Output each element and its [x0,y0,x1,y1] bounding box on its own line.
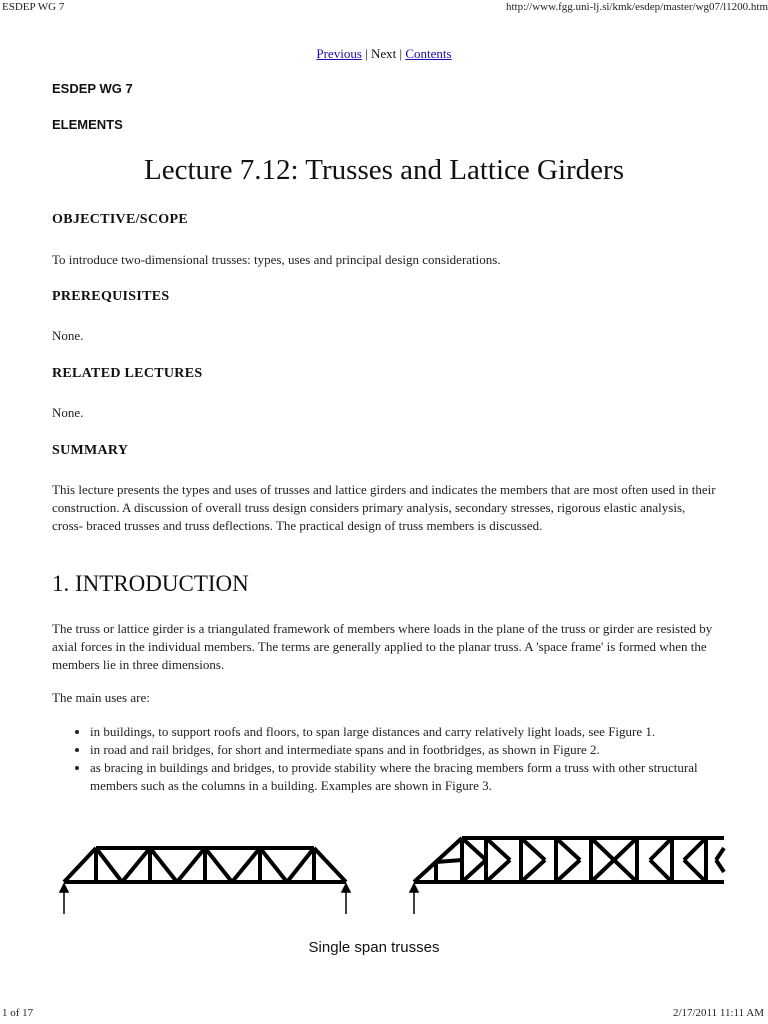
summary-heading: SUMMARY [52,443,129,458]
nav-separator: | [396,46,406,61]
main-uses-intro: The main uses are: [52,690,150,705]
summary-text: This lecture presents the types and uses of trusses and lattice girders and indicates the members that are most often used in their construction. A discussion of overall truss design considers primary analysis, secondary stresses, rigorous elastic analysis, cross- braced trusses and truss deflections. The practical design of truss members is discussed. [52,482,716,533]
related-lectures-text: None. [52,405,84,420]
contents-link[interactable]: Contents [405,46,452,61]
main-uses-list [52,723,717,795]
print-datetime: 2/17/2011 11:11 AM [672,1007,764,1019]
objective-heading: OBJECTIVE/SCOPE [52,212,188,227]
page-counter: 1 of 17 [2,1007,34,1019]
nav-separator: | [361,46,371,61]
related-lectures-heading: RELATED LECTURES [52,366,203,381]
working-group-label: ESDEP WG 7 [52,81,133,96]
lecture-navigation [0,46,768,62]
elements-label: ELEMENTS [52,117,123,132]
introduction-paragraph: The truss or lattice girder is a triangulated framework of members where loads in the plane of the truss or girder are resisted by axial forces in the individual members. The terms are generally applied to the planar truss. A 'space frame' is formed when the members lie in three dimensions. [52,621,713,672]
left-truss [64,848,346,882]
figure-caption: Single span trusses [308,939,440,956]
list-item: • in buildings, to support roofs and floors, to span large distances and carry relatively light loads, see Figure 1. [90,723,717,741]
lecture-title: Lecture 7.12: Trusses and Lattice Girders [143,154,624,186]
browser-url: http://www.fgg.uni-lj.si/kmk/esdep/master/wg07/l1200.htm [505,1,768,13]
prerequisites-heading: PREREQUISITES [52,289,170,304]
right-support [410,884,418,914]
list-item: • in road and rail bridges, for short and intermediate spans and in footbridges, as shown in Figure 2. [90,741,717,759]
prerequisites-text: None. [52,328,84,343]
objective-text: To introduce two-dimensional trusses: types, uses and principal design considerations. [52,252,501,267]
left-supports [60,884,350,914]
next-label: Next [370,46,397,61]
previous-link[interactable]: Previous [316,46,362,61]
list-item: • as bracing in buildings and bridges, to provide stability where the bracing members form a truss with other structural members such as the columns in a building. Examples are shown in Figure 3. [90,759,717,795]
truss-figure [0,828,768,923]
right-truss [414,838,724,882]
introduction-heading: 1. INTRODUCTION [52,571,249,596]
browser-page-title: ESDEP WG 7 [2,1,65,13]
